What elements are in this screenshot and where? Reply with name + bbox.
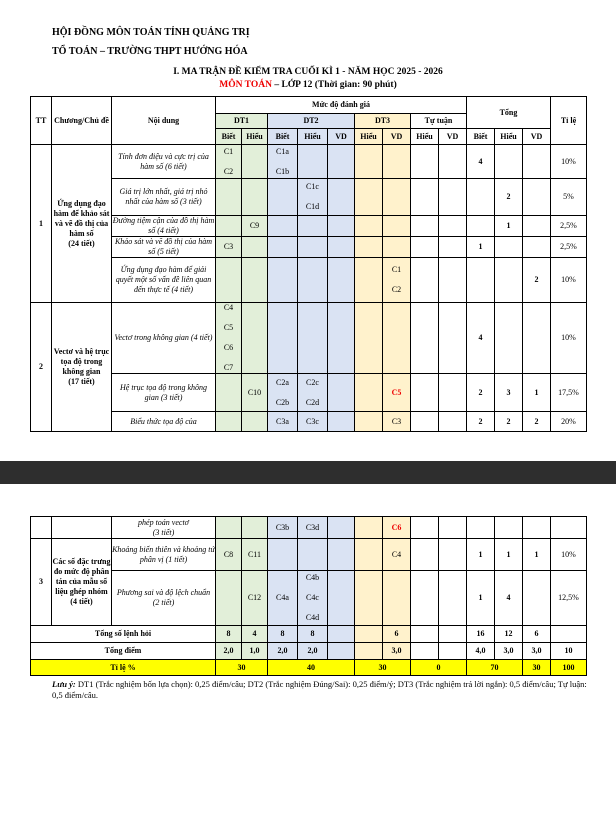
council-name: HỘI ĐỒNG MÔN TOÁN TỈNH QUẢNG TRỊ (52, 27, 250, 38)
total-vd: VD (523, 129, 551, 145)
col-total: Tổng (467, 97, 551, 129)
ratio-cell: 2,5% (551, 237, 587, 258)
table-row (31, 237, 587, 258)
section1-chapter (52, 145, 112, 303)
ratio-row (31, 660, 587, 676)
total-cell: 1 (523, 539, 551, 571)
section2-hours: (17 tiết) (68, 377, 95, 386)
dt1-biet: Biết (216, 129, 242, 145)
table-row (31, 571, 587, 626)
sum-cell: 2,0 (268, 643, 298, 660)
subject-name: MÔN TOÁN (219, 80, 272, 90)
q-label: C1b (275, 166, 290, 176)
content-text: phép toán vectơ (138, 517, 189, 527)
dt2-biet: Biết (268, 129, 298, 145)
dt2-vd: VD (328, 129, 355, 145)
ratio-total-cell: 30 (355, 660, 411, 676)
section3-hours: (4 tiết) (70, 597, 93, 606)
q-label: C4 (383, 539, 411, 571)
col-essay: Tự tuận (411, 114, 467, 129)
school-group: TỔ TOÁN – TRƯỜNG THPT HƯỚNG HÓA (52, 46, 248, 57)
footnote (52, 679, 592, 701)
total-cell: 4 (495, 571, 523, 626)
content-cell: Khoảng biến thiên và khoảng tứ phân vị (1 tiết) (112, 539, 216, 571)
sum-cell: 4 (242, 626, 268, 643)
q-label: C3b (268, 517, 298, 539)
total-cell: 1 (495, 539, 523, 571)
q-label: C4a (268, 571, 298, 626)
sum-cell: 3,0 (383, 643, 411, 660)
q-label: C1c (306, 182, 319, 191)
sum-cell: 12 (495, 626, 523, 643)
ratio-total-cell: 40 (268, 660, 355, 676)
cell (216, 303, 242, 374)
q-label: C11 (242, 539, 268, 571)
cell (268, 374, 298, 412)
sum-commands-label: Tổng số lệnh hỏi (31, 626, 216, 643)
sum-cell: 2,0 (298, 643, 328, 660)
ratio-cell: 17,5% (551, 374, 587, 412)
section2-chapter-name: Vectơ và hệ trục tọa độ trong không gian (53, 347, 110, 376)
q-label: C2b (275, 397, 290, 407)
total-cell: 2 (495, 179, 523, 216)
ratio-cell: 20% (551, 412, 587, 432)
total-cell: 1 (467, 571, 495, 626)
table-row (31, 303, 587, 374)
cell (298, 179, 328, 216)
total-cell: 2 (495, 412, 523, 432)
section3-tt: 3 (31, 539, 52, 626)
q-label: C3c (298, 412, 328, 432)
q-label: C1d (305, 202, 320, 211)
ratio-cell: 10% (551, 539, 587, 571)
ratio-row-label: Tỉ lệ % (31, 660, 216, 676)
ratio-total-cell: 30 (523, 660, 551, 676)
q-label-highlight: C6 (383, 517, 411, 539)
total-cell: 4 (467, 303, 495, 374)
col-content: Nội dung (112, 97, 216, 145)
page-title: I. MA TRẬN ĐỀ KIỂM TRA CUỐI KÌ 1 - NĂM HỌC 2025 - 2026 (173, 67, 443, 77)
content-cell: Biểu thức tọa độ của (112, 412, 216, 432)
col-dt1: DT1 (216, 114, 268, 129)
ratio-cell: 12,5% (551, 571, 587, 626)
ratio-total-cell: 70 (467, 660, 523, 676)
footnote-label: Lưu ý: (52, 679, 76, 689)
section1-hours: (24 tiết) (68, 238, 95, 248)
page-2 (0, 484, 616, 828)
q-label: C3 (383, 412, 411, 432)
q-label-highlight: C5 (383, 374, 411, 412)
total-biet: Biết (467, 129, 495, 145)
table-row (31, 179, 587, 216)
sum-commands-row (31, 626, 587, 643)
content-cell: Ứng dụng đạo hàm để giải quyết một số vấn đề liên quan đến thực tế (4 tiết) (112, 258, 216, 303)
total-cell: 2 (523, 412, 551, 432)
col-ratio: Tỉ lệ (551, 97, 587, 145)
sum-points-label: Tổng điểm (31, 643, 216, 660)
q-label: C9 (242, 216, 268, 237)
cell (268, 145, 298, 179)
sum-points-row (31, 643, 587, 660)
section1-chapter-name: Ứng dụng đạo hàm để khảo sát và vẽ đồ thị của hàm số (53, 198, 110, 238)
content-cell: Khảo sát và vẽ đồ thị của hàm số (5 tiết) (112, 237, 216, 258)
content-cell: Vectơ trong không gian (4 tiết) (112, 303, 216, 374)
section3-chapter (52, 539, 112, 626)
sum-cell: 10 (551, 643, 587, 660)
col-chapter: Chương/Chủ đề (52, 97, 112, 145)
table-row (31, 258, 587, 303)
q-label: C2 (223, 166, 234, 176)
col-dt3: DT3 (355, 114, 411, 129)
ratio-cell: 10% (551, 145, 587, 179)
content-hours: (2 tiết) (152, 598, 175, 607)
total-cell: 1 (523, 374, 551, 412)
total-cell: 4 (467, 145, 495, 179)
col-dt2: DT2 (268, 114, 355, 129)
essay-vd: VD (439, 129, 467, 145)
table-row (31, 145, 587, 179)
table-row (31, 539, 587, 571)
sum-cell: 8 (268, 626, 298, 643)
ratio-total-cell: 30 (216, 660, 268, 676)
q-label: C1 (391, 265, 402, 274)
section1-tt: 1 (31, 145, 52, 303)
subject-line (30, 80, 586, 90)
q-label: C3 (216, 237, 242, 258)
grade-time: – LỚP 12 (Thời gian: 90 phút) (271, 80, 397, 90)
total-hieu: Hiểu (495, 129, 523, 145)
q-label: C3d (298, 517, 328, 539)
section2-chapter (52, 303, 112, 432)
total-cell: 2 (467, 412, 495, 432)
section2-tt: 2 (31, 303, 52, 432)
content-cell: Tính đơn điệu và cực trị của hàm số (6 tiết) (112, 145, 216, 179)
sum-cell: 6 (523, 626, 551, 643)
table-row (31, 216, 587, 237)
sum-cell: 3,0 (523, 643, 551, 660)
q-label: C1 (223, 146, 234, 156)
content-cell (112, 517, 216, 539)
q-label: C2c (306, 377, 319, 387)
sum-cell: 8 (216, 626, 242, 643)
total-cell: 1 (467, 539, 495, 571)
q-label: C3a (268, 412, 298, 432)
q-label: C7 (223, 363, 234, 372)
total-cell: 1 (495, 216, 523, 237)
q-label: C12 (242, 571, 268, 626)
content-hours: (3 tiết) (152, 527, 175, 537)
q-label: C4d (305, 613, 320, 622)
q-label: C6 (223, 343, 234, 352)
q-label: C2a (276, 377, 289, 387)
content-cell: Giá trị lớn nhất, giá trị nhỏ nhất của hàm số (3 tiết) (112, 179, 216, 216)
ratio-total-cell: 100 (551, 660, 587, 676)
cell (216, 145, 242, 179)
q-label: C4b (305, 573, 320, 582)
ratio-cell: 10% (551, 303, 587, 374)
total-cell: 3 (495, 374, 523, 412)
sum-cell: 1,0 (242, 643, 268, 660)
ratio-cell: 2,5% (551, 216, 587, 237)
ratio-total-cell: 0 (411, 660, 467, 676)
content-cell (112, 571, 216, 626)
q-label: C10 (242, 374, 268, 412)
total-cell: 2 (523, 258, 551, 303)
dt1-hieu: Hiểu (242, 129, 268, 145)
cell (298, 571, 328, 626)
essay-hieu: Hiểu (411, 129, 439, 145)
sum-cell: 4,0 (467, 643, 495, 660)
q-label: C4c (306, 593, 319, 602)
table-row (31, 412, 587, 432)
sum-cell: 6 (383, 626, 411, 643)
q-label: C2 (391, 285, 402, 294)
col-tt: TT (31, 97, 52, 145)
sum-cell: 8 (298, 626, 328, 643)
ratio-cell: 5% (551, 179, 587, 216)
dt3-hieu: Hiểu (355, 129, 383, 145)
content-text: Phương sai và độ lệch chuẩn (116, 588, 211, 597)
q-label: C2d (305, 397, 320, 407)
page-break-separator (0, 461, 616, 484)
col-level: Mức độ đánh giá (216, 97, 467, 114)
content-cell: Đường tiệm cận của đồ thị hàm số (4 tiết) (112, 216, 215, 235)
cell (298, 374, 328, 412)
footnote-text: DT1 (Trắc nghiệm bốn lựa chọn): 0,25 điểm/câu; DT2 (Trắc nghiệm Đúng/Sai): 0,25 điểm/ý; DT3 (Trắc nghiệm trả lời ngắn): 0,5 điểm/câu; Tự luận: 0,5 điểm/câu. (52, 679, 587, 701)
q-label: C5 (223, 323, 234, 332)
q-label: C1a (276, 146, 289, 156)
sum-cell: 16 (467, 626, 495, 643)
sum-cell: 2,0 (216, 643, 242, 660)
table-row (31, 374, 587, 412)
q-label: C4 (223, 303, 234, 312)
sum-cell: 3,0 (495, 643, 523, 660)
q-label: C8 (216, 539, 242, 571)
cell (383, 258, 411, 303)
matrix-table-part2 (30, 516, 587, 676)
dt3-vd: VD (383, 129, 411, 145)
dt2-hieu: Hiểu (298, 129, 328, 145)
ratio-cell: 10% (551, 258, 587, 303)
content-cell: Hệ trục tọa độ trong không gian (3 tiết) (112, 374, 216, 412)
total-cell: 1 (467, 237, 495, 258)
matrix-table-part1 (30, 96, 587, 432)
total-cell: 2 (467, 374, 495, 412)
section3-chapter-name: Các số đặc trưng đo mức độ phân tán của mẫu số liệu ghép nhóm (52, 557, 111, 596)
table-row (31, 517, 587, 539)
